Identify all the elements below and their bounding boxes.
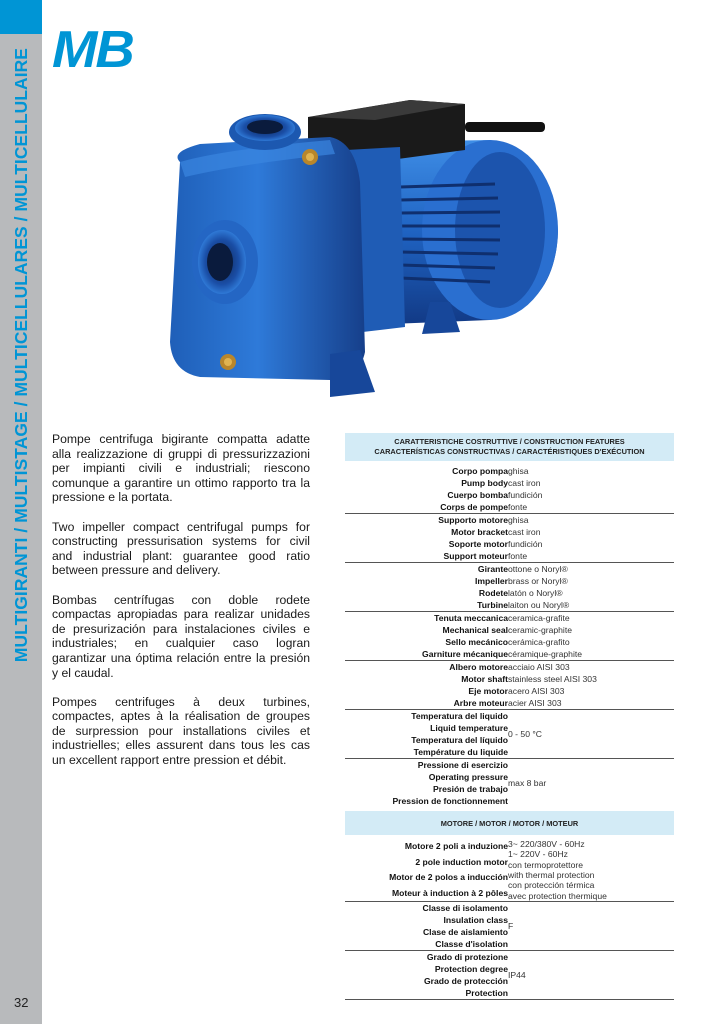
intro-paragraph-it: Pompe centrifuga bigirante compatta adatte alla realizzazione di gruppi di pressurizzazioni per impianti civili e industriali; riescono comunque a garantire un ottimo rapporto tra la pressione e la portata. [52, 432, 310, 505]
spec-row: Garniture mécanique céramique-graphite [345, 648, 674, 661]
spec-row: Soporte motor fundición [448, 539, 543, 549]
sidebar: MULTIGIRANTI / MULTISTAGE / MULTICELLULARES / MULTICELLULAIRE 32 [0, 0, 42, 1024]
spec-table [345, 433, 674, 1000]
spec-row: Sello mecánico cerámica-grafito [445, 637, 570, 647]
spec-row: Mechanical seal ceramic-graphite [442, 625, 572, 635]
spec-row: Rodete latón o Noryl® [478, 588, 563, 598]
intro-paragraph-es: Bombas centrífugas con doble rodete compactas apropiadas para realizar unidades de presurización para instalaciones civiles e industriales; en cualquier caso logran garantizar una óptima relación entre la presión y el caudal. [52, 592, 310, 680]
spec-row: Albero motore acciaio AISI 303 [449, 662, 570, 672]
spec-row-pressure: Pressione di esercizio Operating pressure Presión de trabajo Pression de fonctionnement max 8 bar [392, 760, 547, 806]
centrifugal-pump-image [160, 92, 560, 410]
spec-row: Cuerpo bomba fundición [447, 490, 543, 500]
spec-row: Pump body cast iron [461, 478, 541, 488]
sidebar-accent-block [0, 0, 42, 34]
spec-row: Impeller brass or Noryl® [475, 576, 568, 586]
spec-row: Girante ottone o Noryl® [477, 564, 568, 574]
spec-row-protection: Grado di protezione Protection degree Grado de protección Protection IP44 [345, 951, 674, 1000]
spec-row: Arbre moteur acier AISI 303 [345, 697, 674, 710]
spec-row: Support moteur fonte [345, 550, 674, 563]
motor-heading: MOTORE / MOTOR / MOTOR / MOTEUR [345, 811, 674, 835]
spec-row-insulation: Classe di isolamento Insulation class Clase de aislamiento Classe d'isolation F [345, 902, 674, 951]
construction-heading: CARATTERISTICHE COSTRUTTIVE / CONSTRUCTION FEATURES CARACTERÍSTICAS CONSTRUCTIVAS / CARACTÉRISTIQUES D'EXÉCUTION [345, 433, 674, 461]
product-logo: MB [52, 21, 133, 79]
page-number: 32 [14, 995, 29, 1010]
spec-row: Motor bracket cast iron [451, 527, 541, 537]
spec-row: Corpo pompa ghisa [452, 466, 529, 476]
spec-row: Turbine laiton ou Noryl® [345, 599, 674, 612]
spec-row: Motor shaft stainless steel AISI 303 [461, 674, 597, 684]
intro-text [52, 432, 310, 782]
intro-paragraph-fr: Pompes centrifuges à deux turbines, compactes, aptes à la réalisation de groupes de surpression pour installations civiles et industrielles; elles assurent dans tous les cas un excellent rapport entre pression et débit. [52, 694, 310, 768]
spec-row: Tenuta meccanica ceramica-grafite [434, 613, 570, 623]
spec-row-temperature: Temperatura del liquido Liquid temperature Temperatura del líquido Température du liquide 0 - 50 °C [345, 710, 674, 759]
spec-row: Eje motor acero AISI 303 [468, 686, 565, 696]
spec-row-motor: Motore 2 poli a induzione 2 pole induction motor Motor de 2 polos a inducción Moteur à induction à 2 pôles 3~ 220/380V - 60Hz 1~ 220V - 60Hz con termoprotettore with thermal protection con protección térmica avec protection thermique [345, 839, 674, 902]
intro-paragraph-en: Two impeller compact centrifugal pumps for constructing pressurisation systems for civil and industrial plant: guarantee good ratio between pressure and delivery. [52, 519, 310, 578]
spec-row: Supporto motore ghisa [438, 515, 529, 525]
spec-row: Corps de pompe fonte [345, 501, 674, 514]
